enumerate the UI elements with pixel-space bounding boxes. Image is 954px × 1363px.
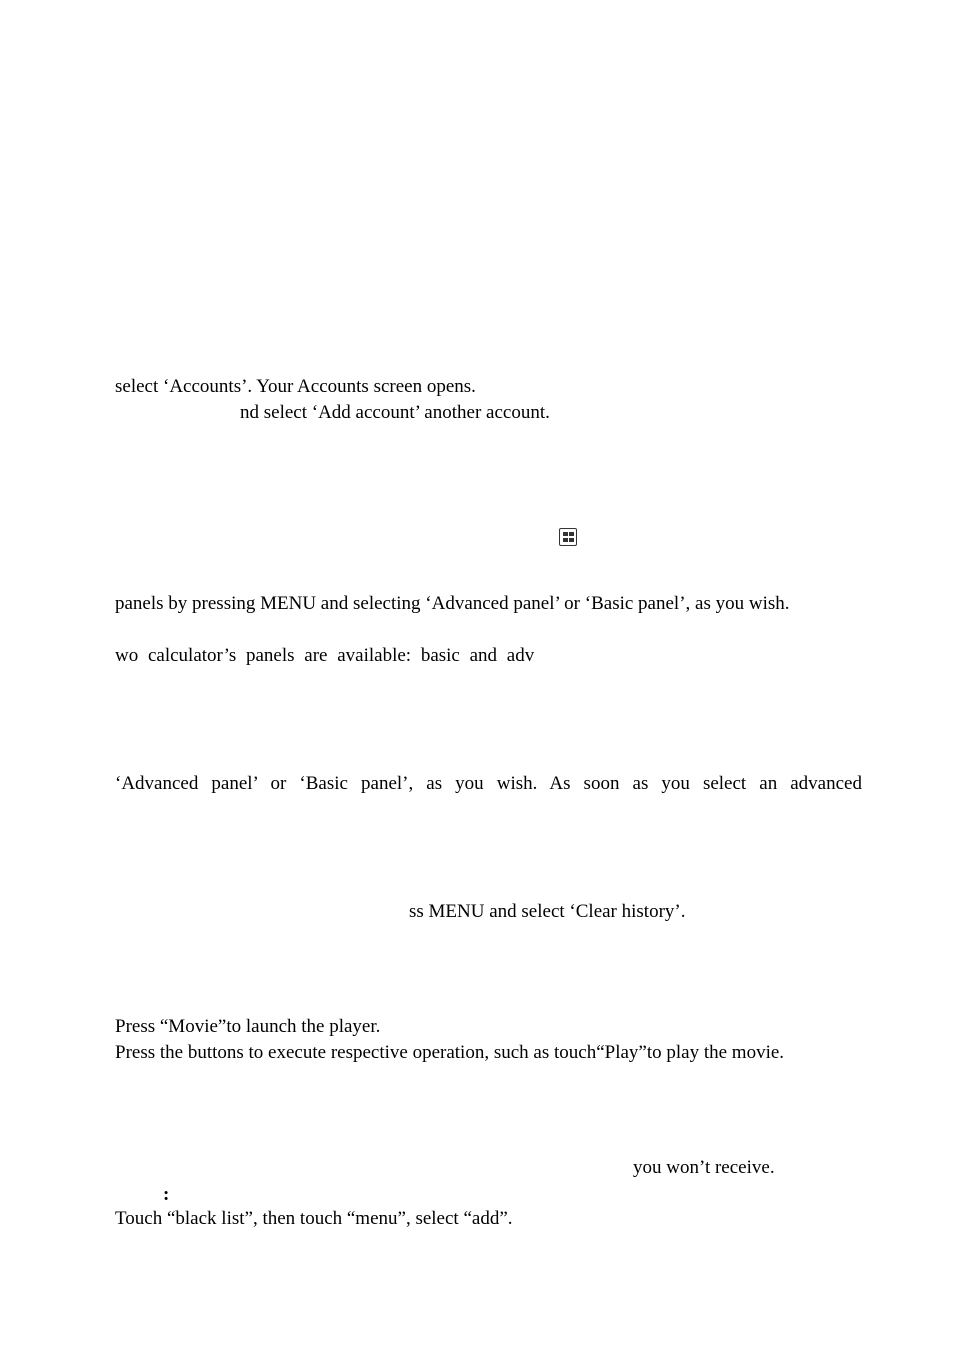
- press-movie-line: Press “Movie”to launch the player.: [115, 1016, 381, 1037]
- accounts-select-line: select ‘Accounts’. Your Accounts screen opens.: [115, 376, 476, 397]
- applications-grid-icon: [559, 528, 577, 546]
- panels-menu-line: panels by pressing MENU and selecting ‘Advanced panel’ or ‘Basic panel’, as you wish.: [115, 593, 790, 614]
- advanced-basic-line: ‘Advanced panel’ or ‘Basic panel’, as you wish. As soon as you select an advanced: [115, 773, 862, 794]
- add-account-line: nd select ‘Add account’ another account.: [240, 402, 550, 423]
- two-panels-line: wo calculator’s panels are available: basic and adv: [115, 645, 535, 666]
- wont-receive-line: you won’t receive.: [633, 1157, 775, 1178]
- clear-history-line: ss MENU and select ‘Clear history’.: [409, 901, 686, 922]
- black-list-line: Touch “black list”, then touch “menu”, select “add”.: [115, 1208, 513, 1229]
- colon-mark: :: [163, 1184, 170, 1205]
- press-buttons-line: Press the buttons to execute respective operation, such as touch“Play”to play the movie.: [115, 1042, 785, 1063]
